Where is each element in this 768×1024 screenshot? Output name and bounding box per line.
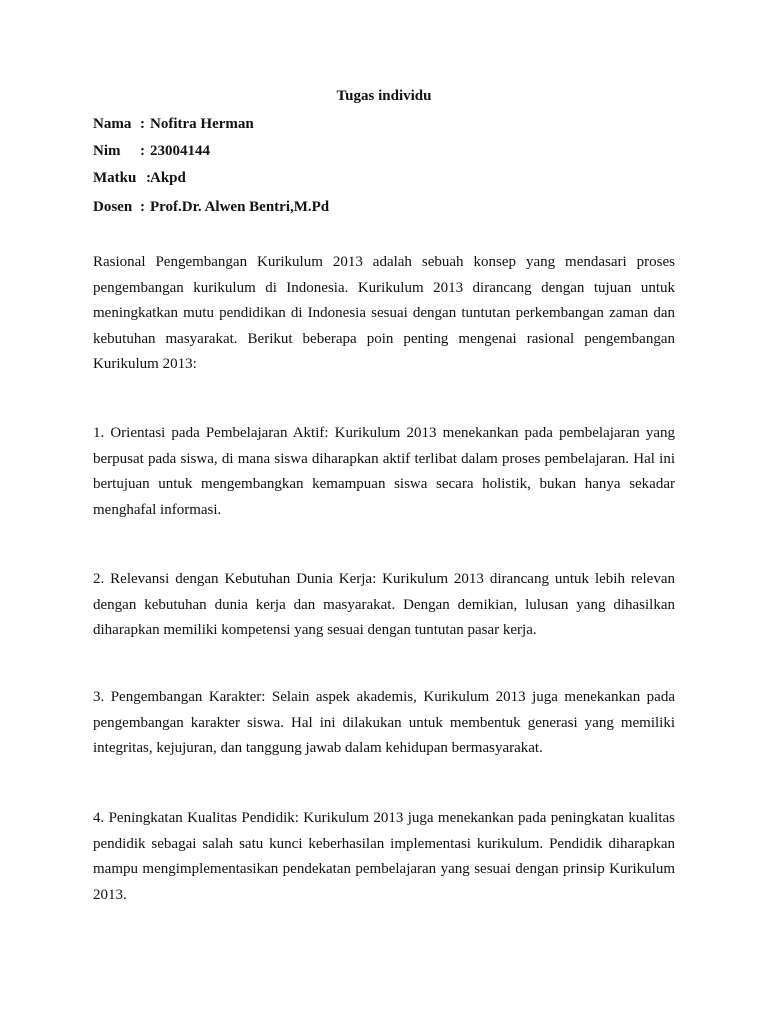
info-row-dosen xyxy=(93,197,329,217)
info-label: Matku xyxy=(93,170,137,186)
info-value: Nofitra Herman xyxy=(150,116,254,132)
info-value: Prof.Dr. Alwen Bentri,M.Pd xyxy=(150,199,330,215)
info-label: Nama xyxy=(93,116,132,132)
info-row-nim xyxy=(93,141,210,161)
document-title: Tugas individu xyxy=(336,88,432,104)
info-row-nama xyxy=(93,114,254,134)
info-label: Nim xyxy=(93,143,121,159)
point-paragraph-4: 4. Peningkatan Kualitas Pendidik: Kurikulum 2013 juga menekankan pada peningkatan kualitas pendidik sebagai salah satu kunci keberhasilan implementasi kurikulum. Pendidik diharapkan mampu mengimplementasikan pendekatan pembelajaran yang sesuai dengan prinsip Kurikulum 2013. xyxy=(93,810,675,903)
info-separator: : xyxy=(140,199,145,215)
point-paragraph-2: 2. Relevansi dengan Kebutuhan Dunia Kerja: Kurikulum 2013 dirancang untuk lebih relevan dengan kebutuhan dunia kerja dan masyarakat. Dengan demikian, lulusan yang dihasilkan diharapkan memiliki kompetensi yang sesuai dengan tuntutan pasar kerja. xyxy=(93,571,675,638)
info-value: Akpd xyxy=(150,170,186,186)
intro-paragraph: Rasional Pengembangan Kurikulum 2013 adalah sebuah konsep yang mendasari proses pengembangan kurikulum di Indonesia. Kurikulum 2013 dirancang dengan tujuan untuk meningkatkan mutu pendidikan di Indonesia sesuai dengan tuntutan perkembangan zaman dan kebutuhan masyarakat. Berikut beberapa poin penting mengenai rasional pengembangan Kurikulum 2013: xyxy=(93,254,675,372)
info-row-matku xyxy=(93,168,186,188)
info-separator: : xyxy=(146,170,151,186)
info-separator: : xyxy=(140,116,145,132)
point-paragraph-1: 1. Orientasi pada Pembelajaran Aktif: Kurikulum 2013 menekankan pada pembelajaran yang berpusat pada siswa, di mana siswa diharapkan aktif terlibat dalam proses pembelajaran. Hal ini bertujuan untuk mengembangkan kemampuan siswa secara holistik, bukan hanya sekadar menghafal informasi. xyxy=(93,425,675,518)
info-label: Dosen xyxy=(93,199,133,215)
info-separator: : xyxy=(140,143,145,159)
info-value: 23004144 xyxy=(150,143,210,159)
point-paragraph-3: 3. Pengembangan Karakter: Selain aspek akademis, Kurikulum 2013 juga menekankan pada pengembangan karakter siswa. Hal ini dilakukan untuk membentuk generasi yang memiliki integritas, kejujuran, dan tanggung jawab dalam kehidupan bermasyarakat. xyxy=(93,689,675,756)
